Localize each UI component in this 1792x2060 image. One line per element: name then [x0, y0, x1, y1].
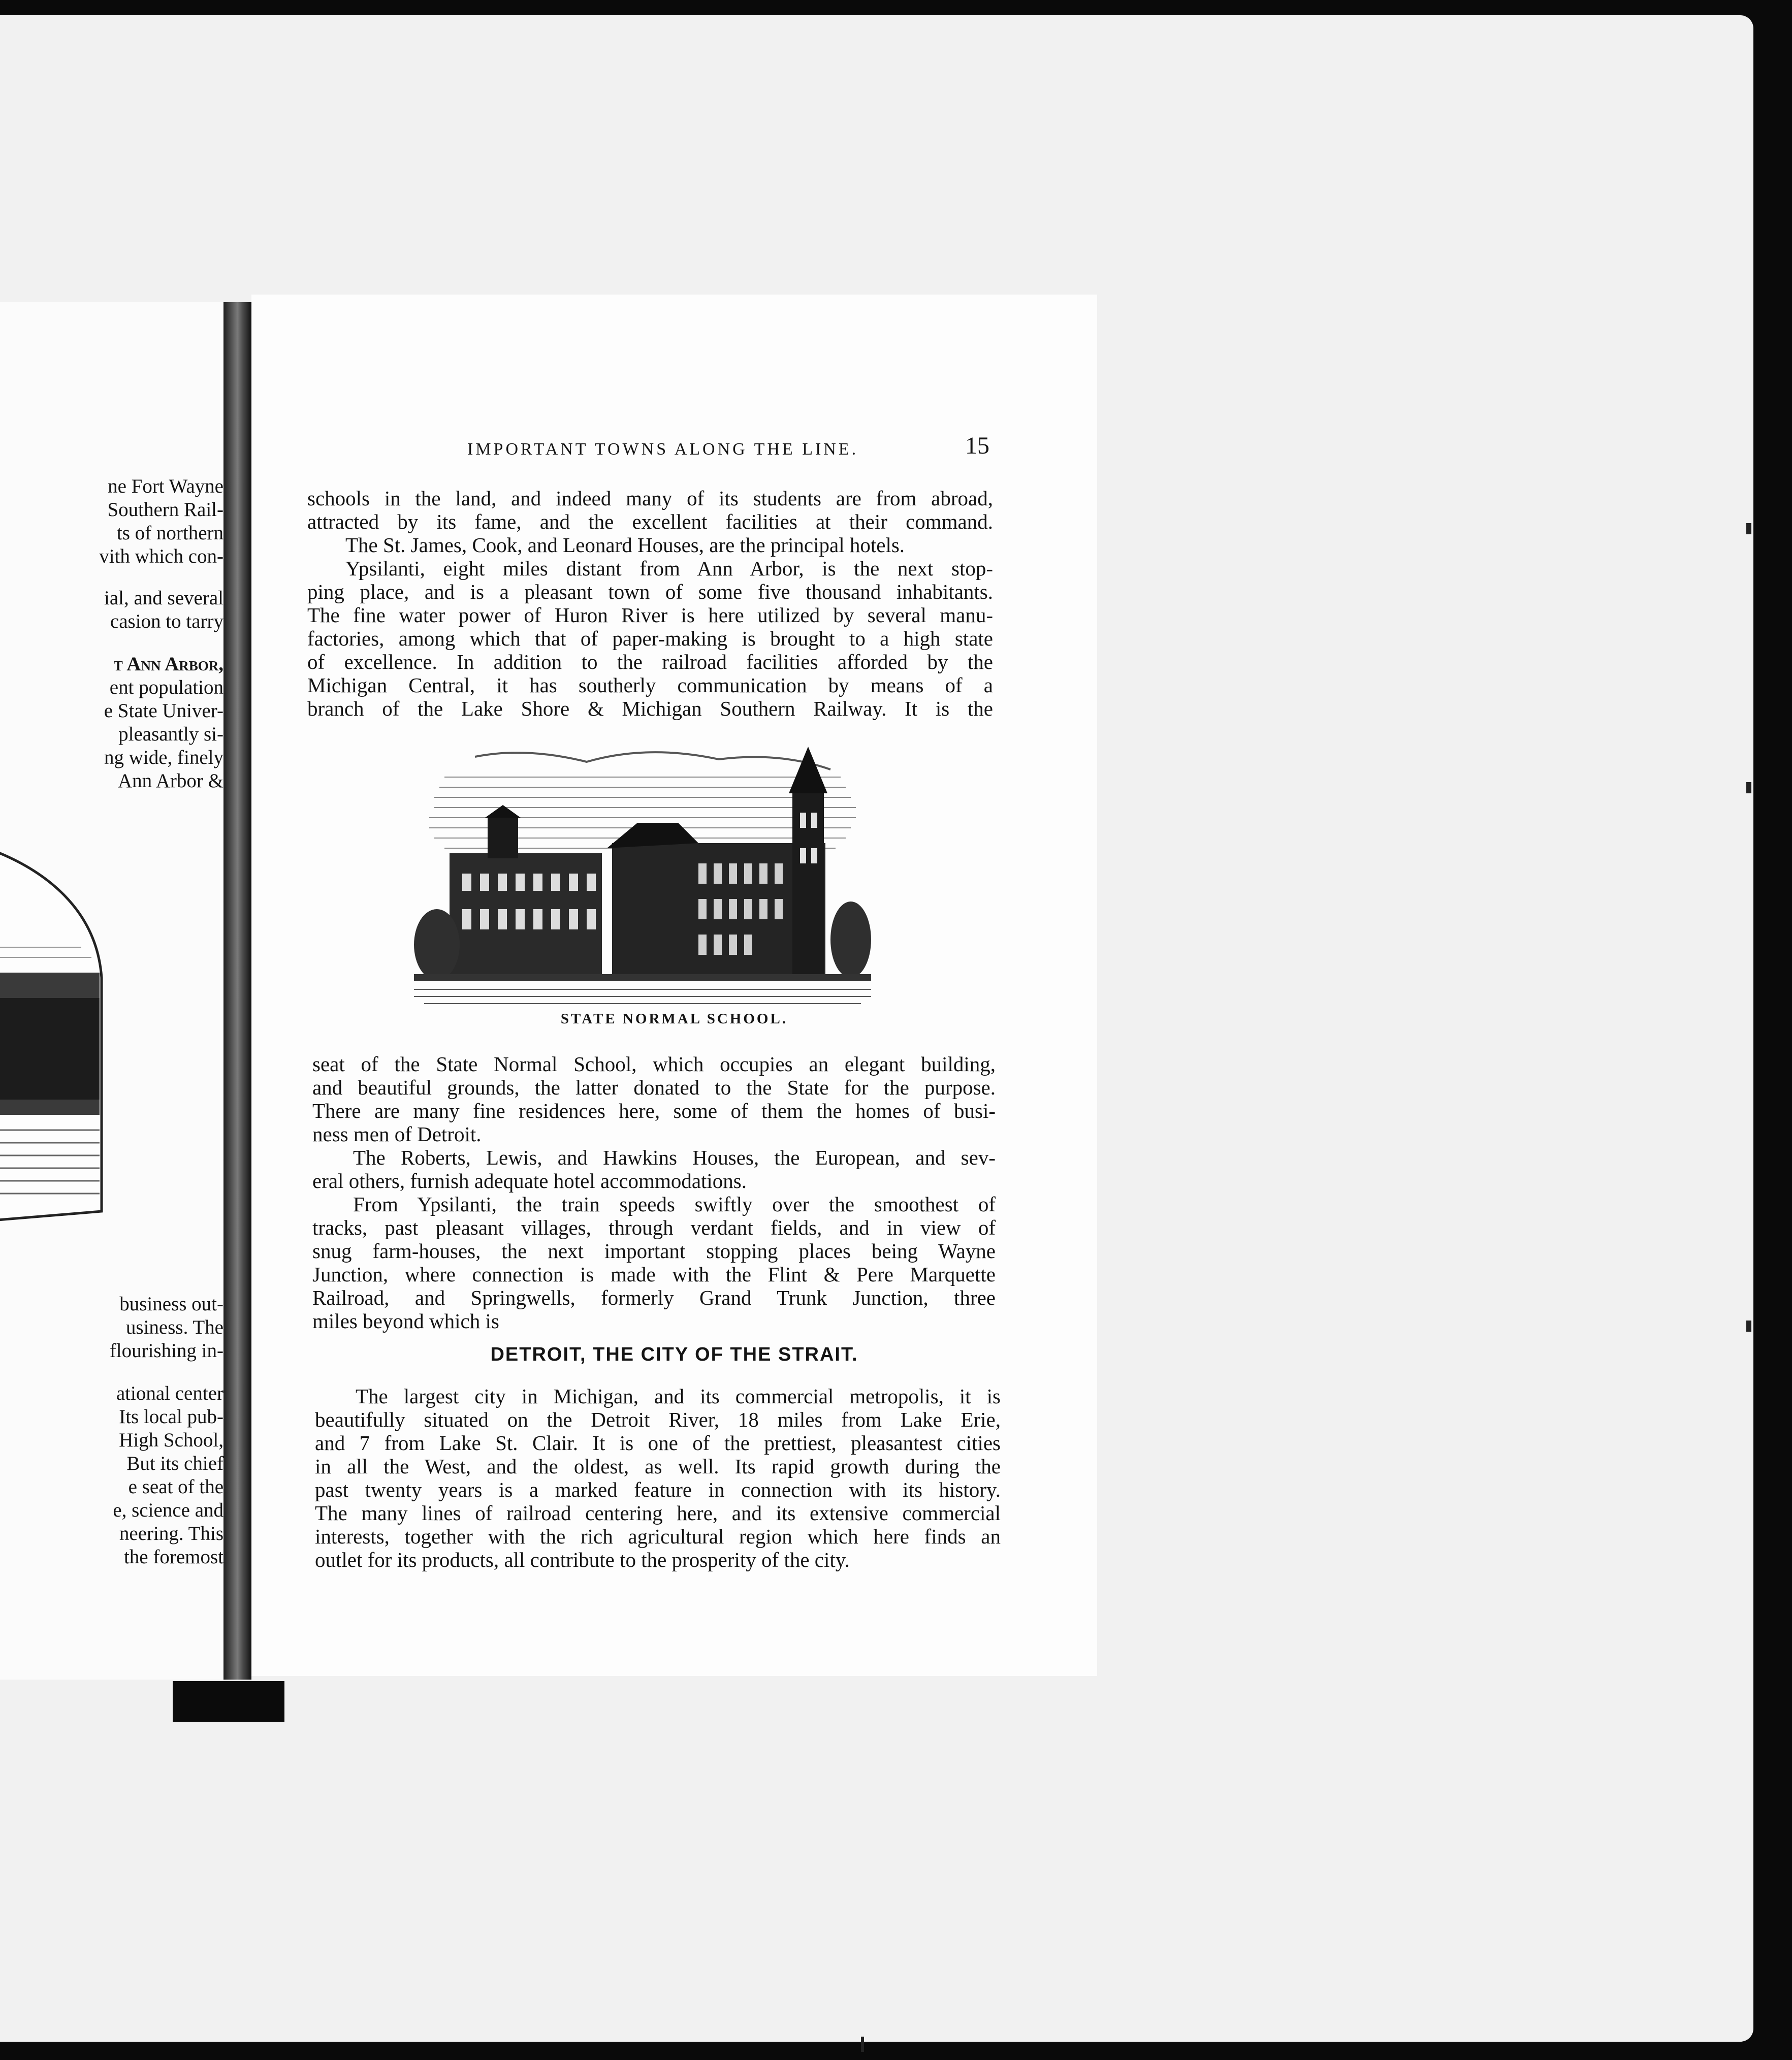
running-head: IMPORTANT TOWNS ALONG THE LINE. — [467, 440, 859, 459]
left-page-line: ne Fort Wayne — [108, 475, 223, 497]
text-line: Michigan Central, it has southerly communication by means of a — [307, 673, 993, 697]
left-page-line: business out- — [119, 1293, 223, 1315]
text-line: eral others, furnish adequate hotel accommodations. — [312, 1169, 747, 1193]
text-line: branch of the Lake Shore & Michigan Southern Railway. It is the — [307, 697, 993, 720]
scan-speck — [1746, 1321, 1751, 1332]
left-page-line: ent population — [109, 677, 223, 698]
scan-speck — [1746, 782, 1751, 793]
book-page — [251, 295, 1097, 1676]
text-line: attracted by its fame, and the excellent facilities at their command. — [307, 510, 993, 533]
text-line: The St. James, Cook, and Leonard Houses, are the principal hotels. — [345, 533, 905, 557]
text-line: ness men of Detroit. — [312, 1122, 482, 1146]
state-normal-school-engraving — [414, 747, 871, 1011]
text-line: of excellence. In addition to the railroad facilities afforded by the — [307, 650, 993, 673]
left-page-fragment — [0, 302, 223, 1680]
left-page-engraving — [0, 846, 122, 1221]
text-line: beautifully situated on the Detroit River, 18 miles from Lake Erie, — [315, 1408, 1001, 1431]
left-page-line: ng wide, finely — [104, 747, 223, 768]
text-line: ping place, and is a pleasant town of some five thousand inhabitants. — [307, 580, 993, 603]
left-page-line: pleasantly si- — [118, 723, 223, 745]
text-line: factories, among which that of paper-making is brought to a high state — [307, 627, 993, 650]
text-line: snug farm-houses, the next important stopping places being Wayne — [312, 1239, 996, 1263]
left-page-line: t Ann Arbor, — [113, 653, 223, 675]
text-line: tracks, past pleasant villages, through verdant fields, and in view of — [312, 1216, 996, 1239]
left-page-line: e seat of the — [128, 1476, 223, 1498]
left-page-line: Ann Arbor & — [118, 770, 223, 792]
left-page-line: casion to tarry — [110, 610, 223, 632]
left-page-line: e, science and — [113, 1499, 223, 1521]
text-line: and beautiful grounds, the latter donated to the State for the purpose. — [312, 1076, 996, 1099]
text-line: past twenty years is a marked feature in connection with its history. — [315, 1478, 1001, 1501]
text-line: The Roberts, Lewis, and Hawkins Houses, the European, and sev- — [353, 1146, 996, 1169]
binding-tape — [173, 1681, 284, 1722]
figure-caption: STATE NORMAL SCHOOL. — [560, 1011, 788, 1027]
text-line: The fine water power of Huron River is here utilized by several manu- — [307, 603, 993, 627]
left-page-line: ts of northern — [116, 522, 223, 544]
text-line: outlet for its products, all contribute to the prosperity of the city. — [315, 1548, 850, 1571]
page-number: 15 — [965, 432, 989, 459]
left-page-line: But its chief — [126, 1453, 223, 1474]
text-line: schools in the land, and indeed many of its students are from abroad, — [307, 487, 993, 510]
text-line: miles beyond which is — [312, 1309, 499, 1333]
text-line: in all the West, and the oldest, as well. Its rapid growth during the — [315, 1455, 1001, 1478]
text-line: and 7 from Lake St. Clair. It is one of the prettiest, pleasantest cities — [315, 1431, 1001, 1455]
left-page-line: the foremost — [123, 1546, 223, 1568]
left-page-line: flourishing in- — [109, 1340, 223, 1362]
text-line: Junction, where connection is made with the Flint & Pere Marquette — [312, 1263, 996, 1286]
left-page-line: ial, and several — [104, 587, 223, 609]
left-page-line: High School, — [119, 1429, 223, 1451]
text-line: interests, together with the rich agricultural region which here finds an — [315, 1525, 1001, 1548]
text-line: The largest city in Michigan, and its commercial metropolis, it is — [356, 1385, 1001, 1408]
left-page-line: e State Univer- — [104, 700, 223, 722]
text-line: seat of the State Normal School, which occupies an elegant building, — [312, 1052, 996, 1076]
left-page-line: Its local pub- — [119, 1406, 223, 1428]
left-page-line: ational center — [116, 1382, 223, 1404]
left-page-line: vith which con- — [99, 545, 223, 567]
text-line: From Ypsilanti, the train speeds swiftly over the smoothest of — [353, 1193, 996, 1216]
text-line: Ypsilanti, eight miles distant from Ann Arbor, is the next stop- — [345, 557, 993, 580]
text-line: Railroad, and Springwells, formerly Grand Trunk Junction, three — [312, 1286, 996, 1309]
left-page-line: Southern Rail- — [107, 499, 223, 521]
text-line: The many lines of railroad centering here, and its extensive commercial — [315, 1501, 1001, 1525]
left-page-line: neering. This — [119, 1523, 223, 1544]
section-heading: DETROIT, THE CITY OF THE STRAIT. — [490, 1344, 858, 1365]
scan-speck — [861, 2037, 864, 2052]
left-page-line: usiness. The — [125, 1316, 223, 1338]
scan-speck — [1746, 523, 1751, 534]
text-line: There are many fine residences here, some of them the homes of busi- — [312, 1099, 996, 1122]
binding-gutter — [223, 302, 251, 1680]
